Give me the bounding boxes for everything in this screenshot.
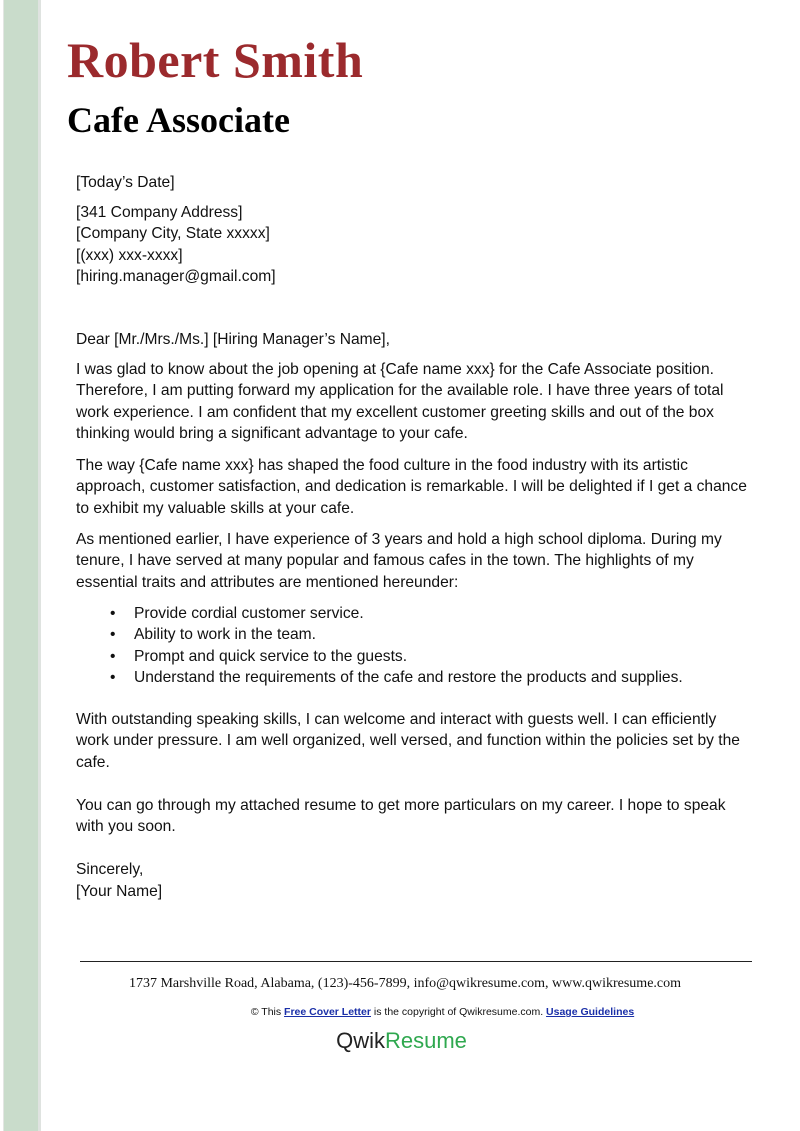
qwikresume-logo: [0, 1028, 800, 1054]
copyright-text: © This: [250, 1006, 285, 1018]
closing: Sincerely,: [76, 861, 144, 878]
paragraph: You can go through my attached resume to get more particulars on my career. I hope to speak with you soon.: [76, 797, 726, 836]
paragraph: With outstanding speaking skills, I can welcome and interact with guests well. I can efficiently work under pressure. I am well organized, well versed, and function within the policies set by the cafe.: [76, 711, 740, 771]
usage-guidelines-link[interactable]: Usage Guidelines: [546, 1006, 635, 1018]
logo-text-resume: Resume: [384, 1028, 467, 1053]
address-line: [(xxx) xxx-xxxx]: [76, 246, 183, 264]
bullet-list: [76, 603, 748, 689]
applicant-name: Robert Smith: [67, 32, 364, 88]
list-item: • Understand the requirements of the cafe and restore the products and supplies.: [76, 667, 748, 688]
copyright-text: is the copyright of Qwikresume.com.: [370, 1006, 547, 1018]
logo-text-qwik: Qwik: [336, 1028, 385, 1053]
paragraph: As mentioned earlier, I have experience of 3 years and hold a high school diploma. During my tenure, I have served at many popular and famous cafes in the town. The highlights of my essential traits and attributes are mentioned hereunder:: [76, 531, 722, 591]
sidebar-accent-bar: [3, 0, 41, 1131]
free-cover-letter-link[interactable]: Free Cover Letter: [284, 1006, 371, 1018]
footer-address: 1737 Marshville Road, Alabama, (123)-456-7899, info@qwikresume.com, www.qwikresume.com: [128, 976, 682, 991]
list-item: • Provide cordial customer service.: [76, 603, 748, 624]
signature: [Your Name]: [76, 883, 163, 900]
footer-divider: [80, 961, 752, 962]
paragraph: I was glad to know about the job opening at {Cafe name xxx} for the Cafe Associate position. Therefore, I am putting forward my application for the available role. I have three years of total work experience. I am confident that my excellent customer greeting skills and out of the box thinking would bring a significant advantage to your cafe.: [76, 361, 724, 443]
paragraph: The way {Cafe name xxx} has shaped the food culture in the food industry with its artistic approach, customer satisfaction, and dedication is remarkable. I will be delighted if I get a chance to exhibit my valuable skills at your cafe.: [76, 457, 747, 517]
salutation: Dear [Mr./Mrs./Ms.] [Hiring Manager’s Name],: [76, 331, 390, 348]
job-title: Cafe Associate: [67, 100, 290, 140]
copyright-notice: [0, 1006, 800, 1018]
company-address: [76, 202, 748, 288]
list-item: • Prompt and quick service to the guests.: [76, 646, 748, 667]
address-line: [Company City, State xxxxx]: [76, 225, 270, 243]
date: [Today’s Date]: [76, 174, 175, 191]
list-item: • Ability to work in the team.: [76, 624, 748, 645]
address-line: [341 Company Address]: [76, 204, 243, 221]
address-line: [hiring.manager@gmail.com]: [76, 268, 276, 286]
